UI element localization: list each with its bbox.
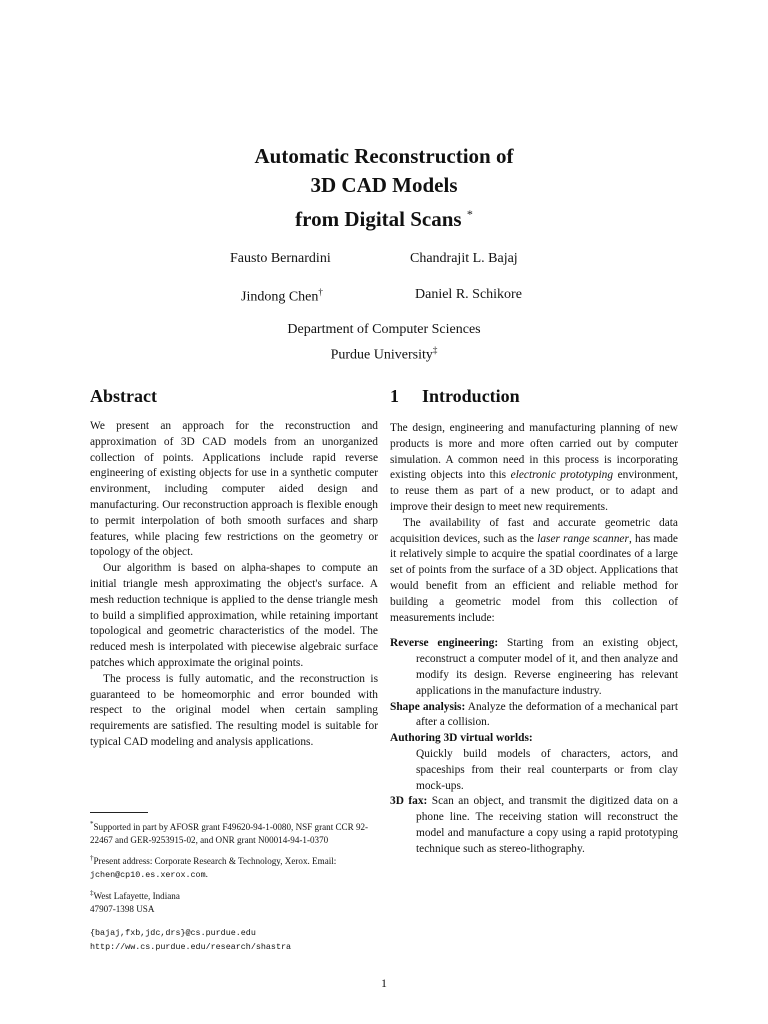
item-text: Starting from an existing object, reconstruct a computer model of it, and then analyze and modify its design. Reverse engineering has relevant applications in the manufacture industry.	[416, 637, 678, 697]
paper-title	[0, 142, 768, 234]
footnote-1-text: Supported in part by AFOSR grant F49620-94-1-0080, NSF grant CCR 92-22467 and GER-9253915-02, and ONR grant N00014-94-1-0370	[90, 822, 369, 846]
section-title: Introduction	[422, 386, 520, 406]
item-term: Reverse engineering:	[390, 637, 499, 650]
footnote-1-mark: *	[90, 820, 94, 828]
intro-paragraph-1	[390, 421, 678, 516]
affiliation	[0, 320, 768, 366]
page-number: 1	[381, 976, 387, 990]
intro-p2-b: , has made it relatively simple to acquire the spatial coordinates of a large set of points from the surface of a 3D object. Applications that would benefit from an efficient and reliable method for building a geometric model from this collection of measurements include:	[390, 532, 678, 624]
abstract-paragraph-2: Our algorithm is based on alpha-shapes to compute an initial triangle mesh approximating the object's surface. A mesh reduction technique is applied to the dense triangle mesh to build a simplified approximation, while retaining important topological and geometric characteristics of the model. The reduced mesh is interpolated with piecewise algebraic surface patches which approximate the original points.	[90, 562, 378, 669]
footnote-2: †Present address: Corporate Research & Technology, Xerox. Email: jchen@cp10.es.xerox.com.	[90, 853, 337, 881]
footnotes	[90, 818, 378, 958]
section-number: 1	[390, 386, 399, 406]
author-schikore: Daniel R. Schikore	[415, 287, 522, 302]
title-line-3	[0, 200, 768, 234]
intro-p2-a: The availability of fast and accurate geometric data acquisition devices, such as the	[390, 516, 678, 545]
item-text: Scan an object, and transmit the digitized data on a phone line. The receiving station will reconstruct the model and manufacture a copy using a rapid prototyping technique such as stereo-lithography.	[416, 795, 678, 855]
title-line-2: 3D CAD Models	[310, 173, 458, 197]
item-term: Authoring 3D virtual worlds:	[390, 732, 533, 745]
author-bajaj: Chandrajit L. Bajaj	[410, 251, 518, 266]
footnote-3-mark: ‡	[90, 888, 94, 897]
intro-p1-a: The design, engineering and manufacturing planning of new products is more and more often carried out by computer simulation. A common need in this process is incorporating existing objects into this	[390, 422, 678, 482]
title-line-1: Automatic Reconstruction of	[254, 144, 514, 168]
affiliation-mark: ‡	[432, 345, 438, 355]
item-term: 3D fax:	[390, 795, 428, 808]
abstract-paragraph-1: We present an approach for the reconstruction and approximation of 3D CAD models from an unorganized collection of points. Applications include rapid reverse engineering of existing objects for use in a synthetic computer environment, including computer aided design and manufacturing. Our reconstruction approach is flexible enough to permit interpolation of both smooth surfaces and sharp features, while placing few restrictions on the geometry or topology of the object.	[90, 420, 378, 559]
author-chen-name: Jindong Chen	[241, 289, 319, 305]
author-bernardini: Fausto Bernardini	[230, 251, 331, 266]
affiliation-department: Department of Computer Sciences	[287, 322, 481, 337]
list-item-authoring-3d	[390, 731, 678, 794]
contact-block	[90, 926, 378, 955]
list-item-shape-analysis	[390, 700, 678, 732]
title-line-3-text: from Digital Scans	[295, 207, 462, 231]
footnote-2-text: Present address: Corporate Research & Technology, Xerox. Email:	[93, 855, 337, 866]
footnote-1	[90, 818, 378, 848]
item-text: Quickly build models of characters, actors, and spaceships from their real counterparts or from clay mock-ups.	[416, 747, 678, 792]
footnote-2-email: jchen@cp10.es.xerox.com	[90, 870, 206, 881]
introduction-heading	[390, 386, 520, 407]
footnote-rule	[90, 812, 148, 813]
footnote-2-mark: †	[90, 853, 94, 862]
abstract-body	[90, 419, 378, 751]
intro-p1-b: environment, to reuse them as part of a new product, or to adapt and improve their design to meet new requirements.	[390, 469, 678, 513]
intro-p1-emphasis: electronic prototyping	[510, 469, 614, 482]
title-footnote-mark: *	[466, 207, 473, 221]
footnote-3-line-2: 47907-1398 USA	[90, 904, 155, 915]
footnote-3	[90, 887, 378, 917]
intro-p2-emphasis: laser range scanner	[537, 532, 629, 545]
list-item-3d-fax	[390, 794, 678, 857]
contact-url: http://ww.cs.purdue.edu/research/shastra	[90, 941, 292, 952]
introduction-body	[390, 421, 678, 858]
list-item-reverse-engineering	[390, 636, 678, 699]
affiliation-university: Purdue University	[330, 347, 433, 363]
author-chen-mark: †	[318, 287, 323, 297]
intro-paragraph-2	[390, 516, 678, 627]
footnote-3-line-1: West Lafayette, Indiana	[93, 890, 180, 901]
item-term: Shape analysis:	[390, 700, 466, 713]
author-chen	[241, 287, 323, 306]
item-text: Analyze the deformation of a mechanical part after a collision.	[416, 700, 679, 729]
abstract-heading: Abstract	[90, 386, 157, 406]
abstract-paragraph-3: The process is fully automatic, and the reconstruction is guaranteed to be homeomorphic and error bounded with respect to the original model when certain sampling requirements are satisfied. The resulting model is suitable for typical CAD modeling and analysis applications.	[90, 672, 378, 748]
affiliation-university-line	[0, 340, 768, 366]
contact-email: {bajaj,fxb,jdc,drs}@cs.purdue.edu	[90, 927, 256, 938]
